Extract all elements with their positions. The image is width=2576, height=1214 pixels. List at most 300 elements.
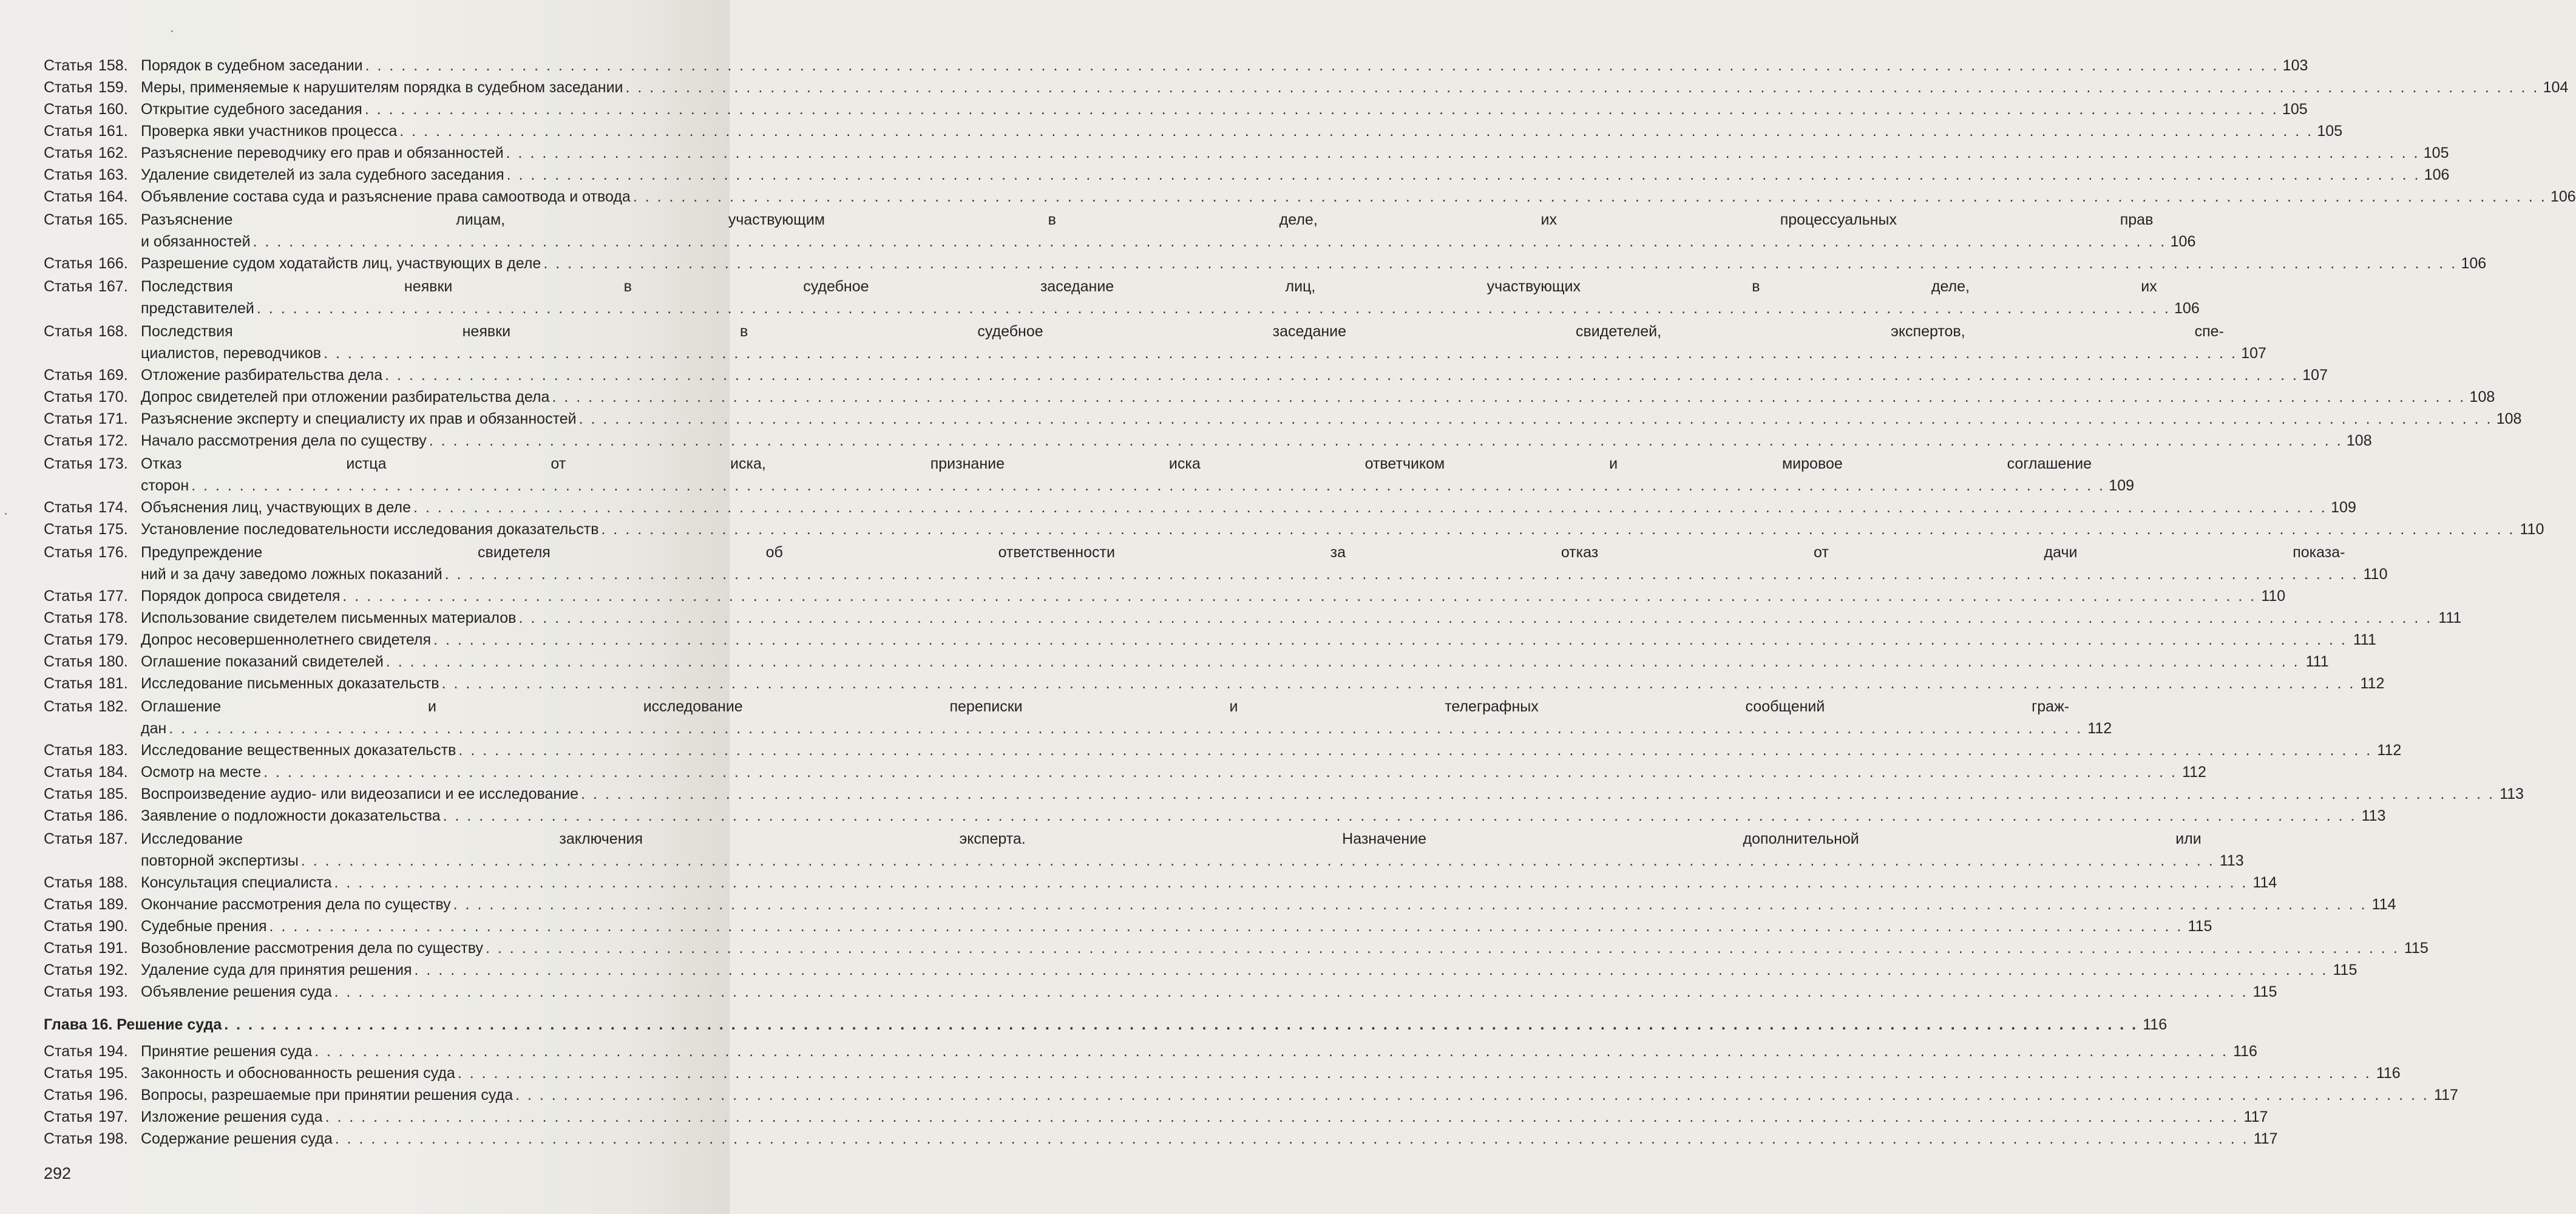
entry-title-line — [141, 164, 2449, 186]
leader-dots — [458, 1062, 2371, 1084]
toc-entry — [44, 739, 2402, 761]
print-speck — [171, 30, 173, 32]
entry-label: Статья — [44, 1130, 93, 1147]
entry-page-number: 115 — [2252, 983, 2277, 1000]
entry-number: 192. — [98, 961, 128, 978]
entry-title-line — [141, 651, 2329, 673]
entry-title-text: Оглашение показаний свидетелей — [141, 653, 384, 670]
entry-label: Статья — [44, 698, 93, 715]
entry-title-text: Объявление решения суда — [141, 983, 332, 1000]
toc-entry — [44, 1040, 2257, 1062]
entry-page-number: 106 — [2424, 166, 2450, 183]
entry-number: 195. — [98, 1065, 128, 1082]
entry-title-line — [141, 231, 2195, 253]
entry-number: 167. — [98, 278, 128, 295]
entry-title-text: Исследование вещественных доказательств — [141, 742, 456, 759]
leader-dots — [399, 120, 2313, 142]
entry-number: 165. — [98, 211, 128, 228]
toc-entry — [44, 209, 2196, 253]
entry-number: 194. — [98, 1043, 128, 1060]
print-speck — [5, 513, 7, 515]
toc-entry — [44, 76, 2569, 98]
toc-entry — [44, 959, 2357, 981]
entry-title-line — [141, 209, 2195, 231]
entry-page-number: 111 — [2305, 653, 2329, 670]
toc-entry — [44, 783, 2524, 805]
entry-title-line — [141, 563, 2387, 585]
entry-page-number: 105 — [2282, 101, 2308, 118]
entry-title-line — [141, 475, 2134, 497]
leader-dots — [433, 629, 2347, 651]
entry-number: 173. — [98, 455, 128, 472]
entry-title — [141, 828, 2244, 872]
entry-page-number: 115 — [2333, 961, 2357, 978]
entry-title-line — [141, 98, 2308, 120]
entry-title-line — [141, 1106, 2268, 1128]
leader-dots — [633, 186, 2547, 208]
entry-number: 181. — [98, 675, 128, 692]
entry-number: 164. — [98, 188, 128, 205]
toc-entry — [44, 253, 2487, 274]
entry-title-line — [141, 872, 2277, 894]
entry-page-number: 109 — [2331, 499, 2356, 516]
entry-page-number: 114 — [2371, 896, 2396, 913]
entry-number: 158. — [98, 57, 128, 74]
entry-label: Статья — [44, 123, 93, 140]
entry-title-line — [141, 959, 2357, 981]
entry-title-line — [141, 673, 2384, 694]
entry-number: 190. — [98, 918, 128, 935]
toc-entry — [44, 872, 2277, 894]
toc-entry — [44, 386, 2495, 408]
entry-label: Статья — [44, 896, 93, 913]
entry-page-number: 114 — [2252, 874, 2277, 891]
leader-dots — [443, 805, 2357, 827]
toc-entry — [44, 894, 2396, 915]
entry-title-text: Последствия неявки в судебное заседание лиц, участвующих в деле, их — [141, 278, 2157, 295]
toc-entry — [44, 981, 2277, 1003]
entry-title-text: Последствия неявки в судебное заседание свидетелей, экспертов, спе- — [141, 323, 2224, 340]
entry-page-number: 116 — [2376, 1065, 2401, 1082]
entry-title-text: Установление последовательности исследования доказательств — [141, 521, 599, 538]
leader-dots — [324, 342, 2237, 364]
entry-number: 185. — [98, 785, 128, 802]
entry-title-line — [141, 408, 2521, 430]
entry-title-line — [141, 276, 2200, 297]
entry-label: Статья — [44, 410, 93, 427]
chapter-page-number: 116 — [2143, 1016, 2168, 1033]
entry-title-line — [141, 1128, 2278, 1150]
entry-page-number: 105 — [2317, 123, 2343, 140]
entry-title — [141, 651, 2329, 673]
entry-title — [141, 98, 2308, 120]
entry-label: Статья — [44, 166, 93, 183]
entry-title — [141, 541, 2387, 585]
entry-title-line — [141, 1062, 2401, 1084]
toc-articles-list — [44, 55, 2576, 1003]
entry-number: 183. — [98, 742, 128, 759]
leader-dots — [453, 894, 2367, 915]
entry-title — [141, 164, 2449, 186]
entry-title-text: Законность и обоснованность решения суда — [141, 1065, 455, 1082]
leader-dots — [224, 1014, 2138, 1036]
entry-label: Статья — [44, 1087, 93, 1104]
leader-dots — [626, 76, 2540, 98]
leader-dots — [506, 142, 2420, 164]
toc-entry — [44, 937, 2429, 959]
entry-title-line — [141, 585, 2285, 607]
toc-entry — [44, 453, 2135, 497]
entry-title-line — [141, 607, 2461, 629]
entry-title-text: Воспроизведение аудио- или видеозаписи и ее исследование — [141, 785, 579, 802]
entry-title-line — [141, 915, 2212, 937]
toc-entry — [44, 673, 2385, 694]
entry-label: Статья — [44, 918, 93, 935]
leader-dots — [335, 1128, 2249, 1150]
entry-title — [141, 76, 2568, 98]
leader-dots — [334, 981, 2248, 1003]
toc-entry — [44, 828, 2244, 872]
entry-title-line — [141, 541, 2387, 563]
entry-number: 189. — [98, 896, 128, 913]
entry-title — [141, 1062, 2401, 1084]
entry-page-number: 112 — [2182, 764, 2206, 781]
entry-label: Статья — [44, 455, 93, 472]
entry-title — [141, 430, 2372, 452]
entry-page-number: 115 — [2188, 918, 2212, 935]
entry-page-number: 110 — [2363, 566, 2388, 583]
entry-number: 187. — [98, 830, 128, 847]
entry-page-number: 110 — [2520, 521, 2544, 538]
entry-number: 174. — [98, 499, 128, 516]
entry-label: Статья — [44, 940, 93, 957]
leader-dots — [602, 518, 2515, 540]
page-number: 292 — [44, 1164, 72, 1182]
entry-number: 160. — [98, 101, 128, 118]
entry-page-number: 106 — [2174, 300, 2200, 317]
leader-dots — [518, 607, 2432, 629]
entry-label: Статья — [44, 211, 93, 228]
entry-number: 172. — [98, 432, 128, 449]
leader-dots — [445, 563, 2359, 585]
entry-label: Статья — [44, 1043, 93, 1060]
toc-articles-list — [44, 1040, 2458, 1150]
entry-title-text: Удаление свидетелей из зала судебного заседания — [141, 166, 504, 183]
entry-number: 182. — [98, 698, 128, 715]
entry-title-line — [141, 186, 2576, 208]
entry-title — [141, 142, 2449, 164]
entry-page-number: 116 — [2233, 1043, 2257, 1060]
entry-label: Статья — [44, 1065, 93, 1082]
entry-title-text: Разъяснение лицам, участвующим в деле, их процессуальных прав — [141, 211, 2154, 228]
entry-title-text: Объяснения лиц, участвующих в деле — [141, 499, 412, 516]
entry-title-text: Разъяснение переводчику его прав и обязанностей — [141, 144, 504, 161]
entry-title — [141, 805, 2385, 827]
entry-title-text: Порядок в судебном заседании — [141, 57, 363, 74]
entry-number: 198. — [98, 1130, 128, 1147]
toc-entry — [44, 430, 2372, 452]
entry-title-line — [141, 937, 2429, 959]
leader-dots — [386, 651, 2300, 673]
leader-dots — [579, 408, 2493, 430]
entry-number: 163. — [98, 166, 128, 183]
entry-title-line — [141, 55, 2308, 76]
entry-title-line — [141, 739, 2401, 761]
entry-label: Статья — [44, 188, 93, 205]
entry-number: 176. — [98, 544, 128, 561]
leader-dots — [325, 1106, 2239, 1128]
entry-page-number: 107 — [2241, 345, 2266, 362]
entry-title-text: Судебные прения — [141, 918, 267, 935]
entry-title-text: Использование свидетелем письменных материалов — [141, 609, 517, 626]
entry-title-text: представителей — [141, 300, 254, 317]
entry-title-line — [141, 430, 2372, 452]
entry-title-text: Заявление о подложности доказательства — [141, 807, 441, 824]
entry-label: Статья — [44, 57, 93, 74]
entry-title-text: Проверка явки участников процесса — [141, 123, 398, 140]
leader-dots — [191, 475, 2105, 497]
entry-label: Статья — [44, 432, 93, 449]
entry-title-text: Допрос свидетелей при отложении разбирательства дела — [141, 388, 550, 405]
entry-title-line — [141, 364, 2328, 386]
entry-title — [141, 739, 2401, 761]
entry-title-text: Изложение решения суда — [141, 1108, 323, 1125]
entry-label: Статья — [44, 367, 93, 384]
entry-title-text: Открытие судебного заседания — [141, 101, 362, 118]
entry-number: 179. — [98, 631, 128, 648]
entry-label: Статья — [44, 499, 93, 516]
entry-page-number: 117 — [2243, 1108, 2268, 1125]
leader-dots — [415, 959, 2328, 981]
entry-label: Статья — [44, 255, 93, 272]
entry-label: Статья — [44, 1108, 93, 1125]
toc-entry — [44, 186, 2576, 208]
toc-entry — [44, 1062, 2401, 1084]
entry-page-number: 117 — [2434, 1087, 2458, 1104]
entry-title-line — [141, 783, 2524, 805]
entry-label: Статья — [44, 588, 93, 605]
toc-entry — [44, 696, 2112, 739]
entry-title-text: ний и за дачу заведомо ложных показаний — [141, 566, 442, 583]
entry-number: 162. — [98, 144, 128, 161]
entry-title — [141, 518, 2544, 540]
entry-title-line — [141, 320, 2266, 342]
entry-label: Статья — [44, 983, 93, 1000]
entry-number: 168. — [98, 323, 128, 340]
toc-entry — [44, 651, 2329, 673]
toc-entry — [44, 607, 2462, 629]
entry-label: Статья — [44, 323, 93, 340]
entry-title-text: и обязанностей — [141, 233, 251, 250]
entry-title-line — [141, 297, 2200, 319]
entry-title-text: циалистов, переводчиков — [141, 345, 322, 362]
leader-dots — [334, 872, 2248, 894]
entry-title — [141, 673, 2384, 694]
entry-title — [141, 937, 2429, 959]
entry-title — [141, 915, 2212, 937]
entry-page-number: 112 — [2377, 742, 2402, 759]
toc-entry — [44, 276, 2200, 319]
toc-entry — [44, 541, 2388, 585]
entry-label: Статья — [44, 830, 93, 847]
entry-page-number: 108 — [2346, 432, 2372, 449]
toc-entry — [44, 1106, 2268, 1128]
entry-page-number: 103 — [2282, 57, 2308, 74]
entry-page-number: 111 — [2353, 631, 2376, 648]
toc-entry — [44, 585, 2286, 607]
entry-title-text: Возобновление рассмотрения дела по существу — [141, 940, 483, 957]
entry-title-text: повторной экспертизы — [141, 852, 299, 869]
leader-dots — [486, 937, 2399, 959]
leader-dots — [413, 497, 2327, 518]
leader-dots — [385, 364, 2299, 386]
entry-title-line — [141, 120, 2342, 142]
entry-title-line — [141, 386, 2495, 408]
entry-title-line — [141, 894, 2396, 915]
entry-title-line — [141, 342, 2266, 364]
entry-title — [141, 1128, 2278, 1150]
toc-entry — [44, 408, 2522, 430]
entry-number: 196. — [98, 1087, 128, 1104]
entry-page-number: 113 — [2219, 852, 2244, 869]
entry-title-line — [141, 828, 2244, 850]
leader-dots — [365, 98, 2279, 120]
toc-entry — [44, 761, 2206, 783]
toc-entry — [44, 518, 2544, 540]
toc-entry — [44, 1084, 2458, 1106]
entry-title — [141, 276, 2200, 319]
leader-dots — [507, 164, 2421, 186]
entry-title — [141, 607, 2461, 629]
leader-dots — [301, 850, 2215, 872]
entry-title-line — [141, 696, 2112, 717]
entry-title-line — [141, 629, 2376, 651]
entry-title-text: Удаление суда для принятия решения — [141, 961, 412, 978]
entry-title — [141, 629, 2376, 651]
entry-page-number: 109 — [2109, 477, 2135, 494]
entry-page-number: 112 — [2360, 675, 2385, 692]
leader-dots — [429, 430, 2343, 452]
leader-dots — [263, 761, 2177, 783]
entry-title-text: Оглашение и исследование переписки и телеграфных сообщений граж- — [141, 698, 2070, 715]
entry-title — [141, 186, 2576, 208]
entry-page-number: 104 — [2543, 79, 2569, 96]
entry-title-line — [141, 717, 2112, 739]
entry-title-text: Принятие решения суда — [141, 1043, 313, 1060]
entry-page-number: 112 — [2087, 720, 2112, 737]
entry-title-text: Разъяснение эксперту и специалисту их прав и обязанностей — [141, 410, 577, 427]
entry-label: Статья — [44, 675, 93, 692]
entry-number: 193. — [98, 983, 128, 1000]
entry-label: Статья — [44, 785, 93, 802]
chapter-heading — [44, 1014, 2168, 1036]
entry-title-text: Начало рассмотрения дела по существу — [141, 432, 427, 449]
entry-title — [141, 120, 2342, 142]
entry-label: Статья — [44, 101, 93, 118]
toc-entry — [44, 805, 2386, 827]
entry-label: Статья — [44, 764, 93, 781]
leader-dots — [314, 1040, 2228, 1062]
entry-page-number: 105 — [2423, 144, 2449, 161]
toc-entry — [44, 120, 2343, 142]
entry-label: Статья — [44, 807, 93, 824]
leader-dots — [169, 717, 2083, 739]
entry-label: Статья — [44, 521, 93, 538]
entry-title — [141, 959, 2357, 981]
entry-number: 178. — [98, 609, 128, 626]
entry-number: 191. — [98, 940, 128, 957]
entry-page-number: 106 — [2461, 255, 2487, 272]
entry-page-number: 107 — [2302, 367, 2328, 384]
toc-entry — [44, 497, 2356, 518]
leader-dots — [257, 297, 2171, 319]
entry-number: 171. — [98, 410, 128, 427]
entry-title-text: Допрос несовершеннолетнего свидетеля — [141, 631, 432, 648]
toc-entry — [44, 164, 2450, 186]
leader-dots — [365, 55, 2279, 76]
leader-dots — [342, 585, 2256, 607]
entry-title-text: Исследование заключения эксперта. Назначение дополнительной или — [141, 830, 2201, 847]
entry-page-number: 110 — [2261, 588, 2286, 605]
entry-title — [141, 761, 2206, 783]
entry-title — [141, 408, 2521, 430]
toc-entry — [44, 98, 2308, 120]
entry-title — [141, 253, 2486, 274]
entry-page-number: 106 — [2170, 233, 2196, 250]
toc-entry — [44, 915, 2212, 937]
entry-title — [141, 894, 2396, 915]
entry-title-text: Содержание решения суда — [141, 1130, 333, 1147]
leader-dots — [442, 673, 2356, 694]
entry-page-number: 113 — [2361, 807, 2386, 824]
toc-entry — [44, 364, 2328, 386]
entry-title-line — [141, 805, 2385, 827]
toc-entry — [44, 142, 2449, 164]
toc-entry — [44, 320, 2266, 364]
entry-number: 197. — [98, 1108, 128, 1125]
entry-page-number: 108 — [2469, 388, 2495, 405]
entry-title — [141, 453, 2134, 497]
entry-label: Статья — [44, 961, 93, 978]
entry-label: Статья — [44, 544, 93, 561]
toc-entry — [44, 1128, 2278, 1150]
entry-title-text: Предупреждение свидетеля об ответственности за отказ от дачи показа- — [141, 544, 2345, 561]
entry-label: Статья — [44, 874, 93, 891]
leader-dots — [581, 783, 2495, 805]
entry-number: 177. — [98, 588, 128, 605]
entry-title-text: Осмотр на месте — [141, 764, 262, 781]
entry-title-line — [141, 1084, 2458, 1106]
entry-number: 170. — [98, 388, 128, 405]
entry-number: 180. — [98, 653, 128, 670]
entry-label: Статья — [44, 742, 93, 759]
entry-number: 159. — [98, 79, 128, 96]
entry-number: 186. — [98, 807, 128, 824]
entry-label: Статья — [44, 79, 93, 96]
entry-title-line — [141, 76, 2568, 98]
entry-title-text: Объявление состава суда и разъяснение права самоотвода и отвода — [141, 188, 631, 205]
entry-title-text: Отложение разбирательства дела — [141, 367, 383, 384]
toc-entry — [44, 55, 2308, 76]
entry-title — [141, 1106, 2268, 1128]
entry-label: Статья — [44, 653, 93, 670]
entry-title — [141, 55, 2308, 76]
leader-dots — [552, 386, 2466, 408]
entry-title-line — [141, 1040, 2257, 1062]
entry-title — [141, 497, 2356, 518]
entry-label: Статья — [44, 631, 93, 648]
entry-title — [141, 585, 2285, 607]
